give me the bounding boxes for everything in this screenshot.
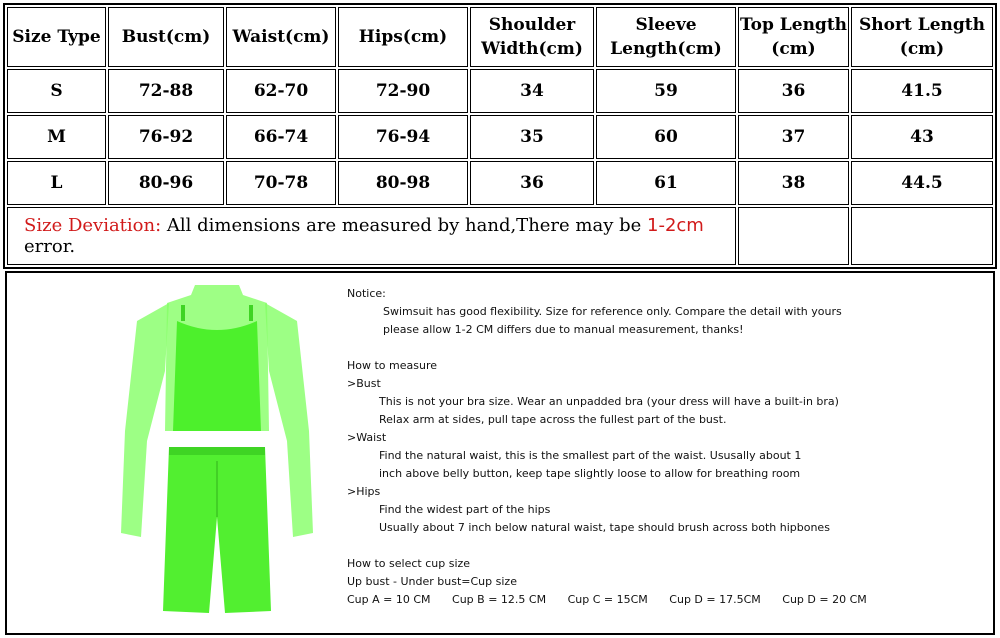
table-cell: 35 bbox=[470, 115, 594, 159]
header-text: (cm) bbox=[899, 39, 945, 59]
header-text: Waist(cm) bbox=[232, 27, 330, 47]
table-cell: 72-90 bbox=[338, 69, 468, 113]
header-text: Size Type bbox=[12, 27, 101, 47]
table-cell: L bbox=[7, 161, 106, 205]
table-cell: 66-74 bbox=[226, 115, 336, 159]
deviation-label: Size Deviation: bbox=[24, 215, 162, 236]
table-cell: 76-92 bbox=[108, 115, 224, 159]
header-row bbox=[7, 7, 993, 67]
table-cell: 36 bbox=[470, 161, 594, 205]
header-waist bbox=[226, 7, 336, 67]
deviation-text: All dimensions are measured by hand,There may be bbox=[166, 215, 642, 236]
cup-size-title: How to select cup size bbox=[347, 557, 471, 570]
deviation-text-end: error. bbox=[24, 236, 76, 257]
table-cell: 60 bbox=[596, 115, 736, 159]
table-cell: 59 bbox=[596, 69, 736, 113]
cup-value: Cup A = 10 CM bbox=[347, 593, 431, 606]
table-cell: 62-70 bbox=[226, 69, 336, 113]
waist-line: inch above belly button, keep tape slightly loose to allow for breathing room bbox=[379, 467, 801, 480]
hips-line: Usually about 7 inch below natural waist, tape should brush across both hipbones bbox=[379, 521, 830, 534]
header-text: Width(cm) bbox=[481, 39, 583, 59]
table-cell: 37 bbox=[738, 115, 849, 159]
spacer bbox=[347, 537, 987, 555]
header-text: Bust(cm) bbox=[121, 27, 211, 47]
header-sleeve-length bbox=[596, 7, 736, 67]
table-cell: 72-88 bbox=[108, 69, 224, 113]
table-cell: 41.5 bbox=[851, 69, 993, 113]
measurement-guide-panel bbox=[5, 271, 995, 635]
notice-line: please allow 1-2 CM differs due to manual measurement, thanks! bbox=[383, 323, 744, 336]
header-text: Length(cm) bbox=[610, 39, 722, 59]
header-hips bbox=[338, 7, 468, 67]
header-text: Short Length bbox=[859, 15, 985, 35]
table-cell: 76-94 bbox=[338, 115, 468, 159]
cup-value: Cup C = 15CM bbox=[567, 593, 648, 606]
hips-title: >Hips bbox=[347, 485, 381, 498]
deviation-row bbox=[7, 207, 993, 265]
table-cell: 80-96 bbox=[108, 161, 224, 205]
cup-value: Cup B = 12.5 CM bbox=[452, 593, 547, 606]
header-size-type bbox=[7, 7, 106, 67]
header-top-length bbox=[738, 7, 849, 67]
table-cell: 43 bbox=[851, 115, 993, 159]
waist-title: >Waist bbox=[347, 431, 387, 444]
table-cell: 61 bbox=[596, 161, 736, 205]
header-short-length bbox=[851, 7, 993, 67]
notice-line: Swimsuit has good flexibility. Size for reference only. Compare the detail with yours bbox=[383, 305, 842, 318]
deviation-note bbox=[7, 207, 736, 265]
bust-title: >Bust bbox=[347, 377, 381, 390]
table-row-m bbox=[7, 115, 993, 159]
header-text: (cm) bbox=[771, 39, 816, 59]
table-cell: 44.5 bbox=[851, 161, 993, 205]
table-row-s bbox=[7, 69, 993, 113]
how-to-measure-title: How to measure bbox=[347, 359, 438, 372]
table-cell: 34 bbox=[470, 69, 594, 113]
cup-value: Cup D = 17.5CM bbox=[669, 593, 761, 606]
size-chart-table bbox=[3, 3, 997, 269]
deviation-range: 1-2cm bbox=[647, 215, 704, 236]
cup-size-values bbox=[347, 591, 987, 609]
notice-title: Notice: bbox=[347, 287, 386, 300]
waist-line: Find the natural waist, this is the smallest part of the waist. Ususally about 1 bbox=[379, 449, 802, 462]
bust-line: Relax arm at sides, pull tape across the fullest part of the bust. bbox=[379, 413, 727, 426]
header-text: Hips(cm) bbox=[358, 27, 448, 47]
header-text: Top Length bbox=[739, 15, 848, 35]
neon-green-outfit-image bbox=[117, 281, 317, 621]
bust-line: This is not your bra size. Wear an unpadded bra (your dress will have a built-in bra) bbox=[379, 395, 839, 408]
empty-cell bbox=[851, 207, 993, 265]
header-text: Shoulder bbox=[488, 15, 576, 35]
spacer bbox=[347, 339, 987, 357]
cup-value: Cup D = 20 CM bbox=[782, 593, 867, 606]
table-cell: M bbox=[7, 115, 106, 159]
table-cell: 36 bbox=[738, 69, 849, 113]
table-cell: 80-98 bbox=[338, 161, 468, 205]
header-bust bbox=[108, 7, 224, 67]
header-text: Sleeve bbox=[635, 15, 697, 35]
hips-line: Find the widest part of the hips bbox=[379, 503, 551, 516]
cup-size-formula: Up bust - Under bust=Cup size bbox=[347, 575, 517, 588]
table-row-l bbox=[7, 161, 993, 205]
header-shoulder-width bbox=[470, 7, 594, 67]
empty-cell bbox=[738, 207, 849, 265]
table-cell: S bbox=[7, 69, 106, 113]
table-cell: 38 bbox=[738, 161, 849, 205]
table-cell: 70-78 bbox=[226, 161, 336, 205]
measurement-notes bbox=[347, 285, 987, 609]
